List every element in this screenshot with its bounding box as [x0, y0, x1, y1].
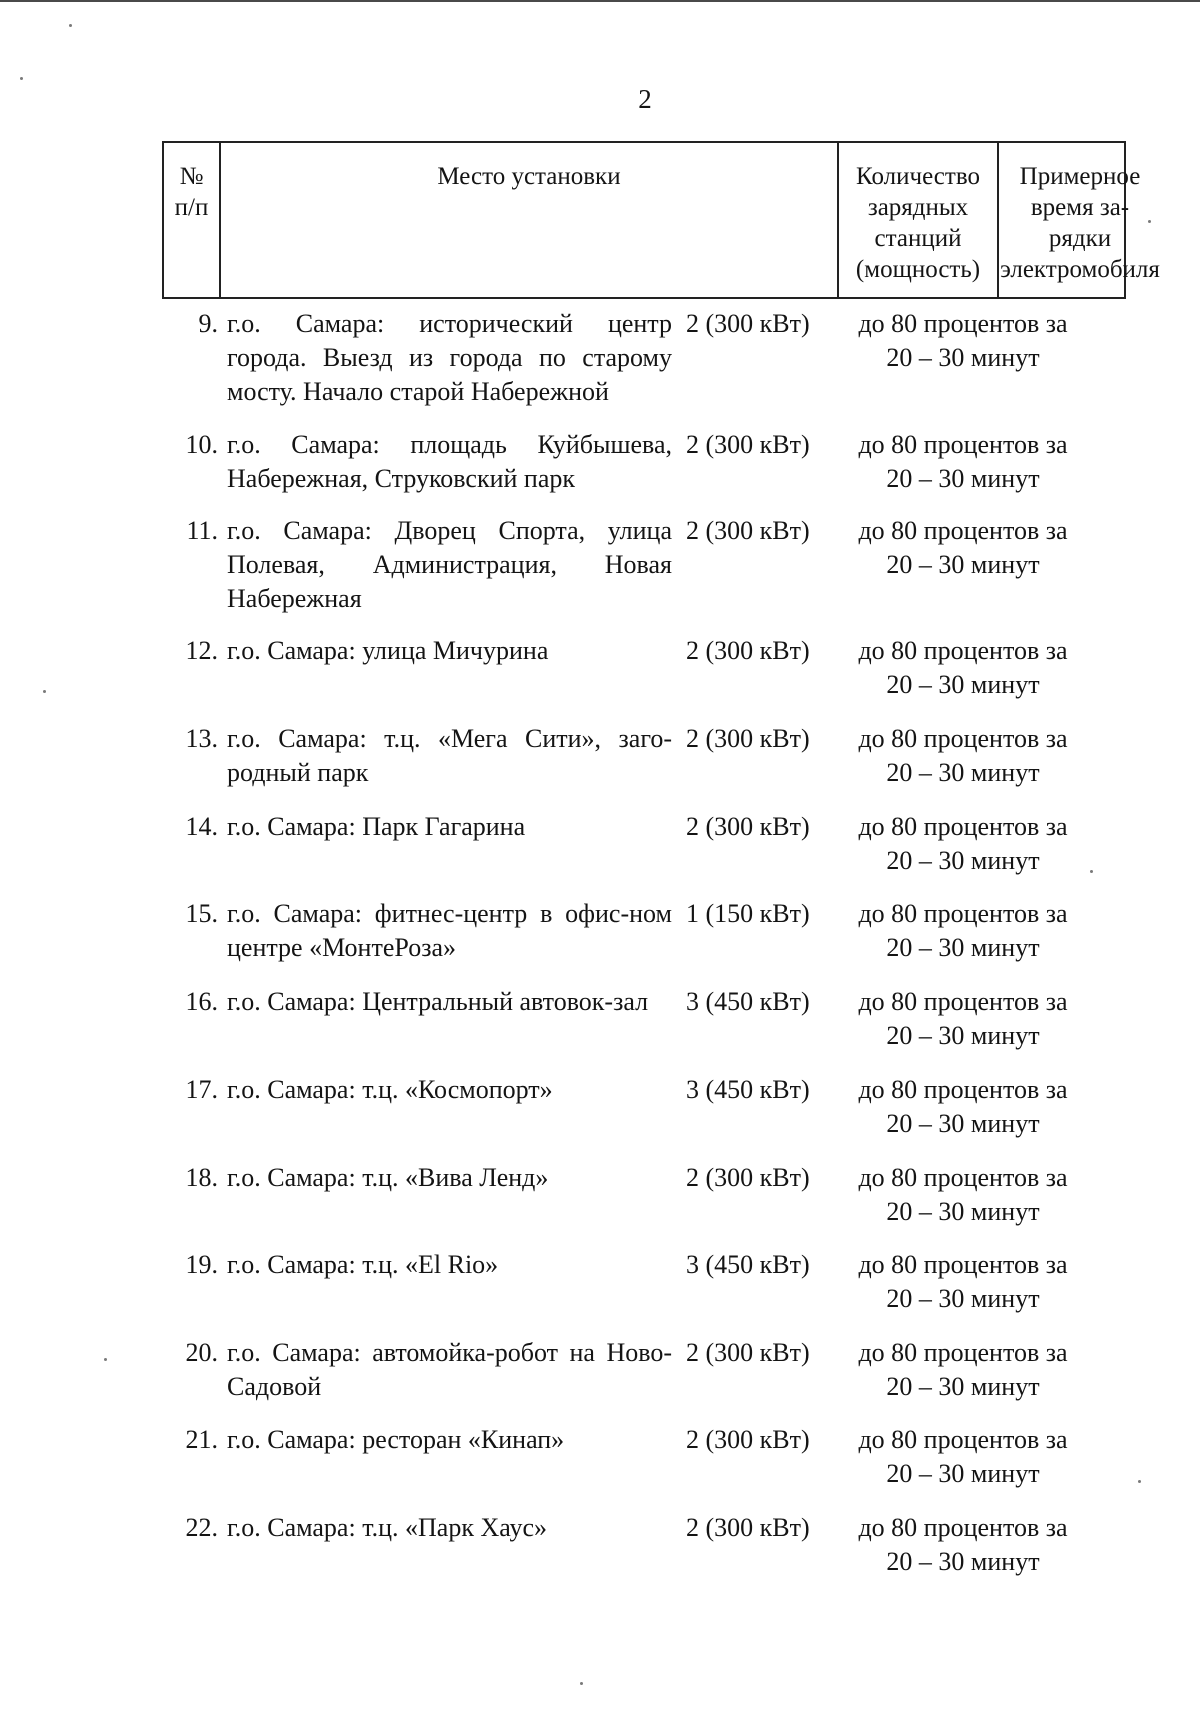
row-time-line-1: до 80 процентов за: [858, 636, 1068, 665]
scan-speck: [1138, 1480, 1141, 1483]
row-number: 17.: [185, 1075, 218, 1104]
row-place: г.о. Самара: т.ц. «Парк Хаус»: [227, 1513, 547, 1542]
row-place: г.о. Самара: Парк Гагарина: [227, 812, 526, 841]
row-time-line-2: 20 – 30 минут: [886, 846, 1040, 875]
row-count: 2 (300 кВт): [686, 1338, 810, 1367]
row-time: [838, 634, 1088, 702]
row-time: [838, 810, 1088, 878]
row-time-line-1: до 80 процентов за: [858, 1250, 1068, 1279]
row-place: г.о. Самара: т.ц. «El Rio»: [227, 1250, 499, 1279]
row-time-line-2: 20 – 30 минут: [886, 550, 1040, 579]
row-count: 3 (450 кВт): [686, 987, 810, 1016]
row-time-line-1: до 80 процентов за: [858, 899, 1068, 928]
row-time-line-1: до 80 процентов за: [858, 1513, 1068, 1542]
row-count: 2 (300 кВт): [686, 1513, 810, 1542]
row-time: [838, 428, 1088, 496]
row-number: 19.: [185, 1250, 218, 1279]
row-time-line-2: 20 – 30 минут: [886, 933, 1040, 962]
row-number: 12.: [185, 636, 218, 665]
row-time-line-1: до 80 процентов за: [858, 516, 1068, 545]
row-time: [838, 985, 1088, 1053]
scan-speck: [43, 690, 46, 693]
row-time: [838, 1073, 1088, 1141]
row-place: г.о. Самара: площадь Куйбышева, Набережная, Струковский парк: [227, 430, 672, 493]
row-time: [838, 514, 1088, 582]
row-time-line-1: до 80 процентов за: [858, 812, 1068, 841]
row-time-line-1: до 80 процентов за: [858, 724, 1068, 753]
row-place: г.о. Самара: автомойка-робот на Ново-Садовой: [227, 1338, 672, 1401]
row-place: г.о. Самара: Дворец Спорта, улица Полевая, Администрация, Новая Набережная: [227, 516, 672, 613]
row-time: [838, 1161, 1088, 1229]
row-count: 2 (300 кВт): [686, 724, 810, 753]
row-time-line-1: до 80 процентов за: [858, 1425, 1068, 1454]
page-number: 2: [638, 84, 652, 114]
row-count: 2 (300 кВт): [686, 1163, 810, 1192]
row-place: г.о. Самара: исторический центр города. Выезд из города по старому мосту. Начало старой Набережной: [227, 309, 672, 406]
row-time-line-1: до 80 процентов за: [858, 430, 1068, 459]
scan-speck: [69, 24, 72, 27]
row-time: [838, 1248, 1088, 1316]
row-number: 15.: [185, 899, 218, 928]
header-place: Место установки: [221, 143, 839, 297]
row-time: [838, 722, 1088, 790]
row-time-line-1: до 80 процентов за: [858, 987, 1068, 1016]
row-time-line-1: до 80 процентов за: [858, 1163, 1068, 1192]
row-number: 10.: [185, 430, 218, 459]
row-time: [838, 1423, 1088, 1491]
row-number: 9.: [198, 309, 218, 338]
row-time-line-2: 20 – 30 минут: [886, 670, 1040, 699]
row-number: 14.: [185, 812, 218, 841]
row-time-line-2: 20 – 30 минут: [886, 1109, 1040, 1138]
row-time-line-2: 20 – 30 минут: [886, 1372, 1040, 1401]
row-place: г.о. Самара: Центральный автовок-зал: [227, 987, 649, 1016]
row-count: 1 (150 кВт): [686, 899, 810, 928]
scan-speck: [1090, 870, 1093, 873]
row-time-line-2: 20 – 30 минут: [886, 1284, 1040, 1313]
row-count: 3 (450 кВт): [686, 1075, 810, 1104]
scan-speck: [580, 1682, 583, 1685]
row-count: 2 (300 кВт): [686, 430, 810, 459]
row-time: [838, 307, 1088, 375]
row-number: 21.: [185, 1425, 218, 1454]
scan-speck: [104, 1358, 107, 1361]
row-time: [838, 897, 1088, 965]
row-place: г.о. Самара: т.ц. «Мега Сити», заго-родный парк: [227, 724, 672, 787]
row-time-line-2: 20 – 30 минут: [886, 1459, 1040, 1488]
row-time-line-2: 20 – 30 минут: [886, 464, 1040, 493]
row-number: 18.: [185, 1163, 218, 1192]
row-time-line-2: 20 – 30 минут: [886, 1021, 1040, 1050]
row-count: 3 (450 кВт): [686, 1250, 810, 1279]
row-count: 2 (300 кВт): [686, 516, 810, 545]
row-count: 2 (300 кВт): [686, 1425, 810, 1454]
row-count: 2 (300 кВт): [686, 636, 810, 665]
row-time-line-2: 20 – 30 минут: [886, 343, 1040, 372]
row-place: г.о. Самара: улица Мичурина: [227, 636, 549, 665]
scan-speck: [1148, 220, 1151, 223]
header-number: № п/п: [164, 143, 221, 297]
row-number: 16.: [185, 987, 218, 1016]
row-time-line-2: 20 – 30 минут: [886, 758, 1040, 787]
row-time-line-1: до 80 процентов за: [858, 309, 1068, 338]
row-time-line-2: 20 – 30 минут: [886, 1197, 1040, 1226]
row-place: г.о. Самара: фитнес-центр в офис-ном центре «МонтеРоза»: [227, 899, 672, 962]
row-time: [838, 1511, 1088, 1579]
row-number: 13.: [185, 724, 218, 753]
row-count: 2 (300 кВт): [686, 812, 810, 841]
row-time: [838, 1336, 1088, 1404]
header-count: Количество зарядных станций (мощность): [839, 143, 999, 297]
row-time-line-1: до 80 процентов за: [858, 1338, 1068, 1367]
row-place: г.о. Самара: т.ц. «Космопорт»: [227, 1075, 553, 1104]
row-number: 11.: [186, 516, 218, 545]
row-time-line-1: до 80 процентов за: [858, 1075, 1068, 1104]
row-time-line-2: 20 – 30 минут: [886, 1547, 1040, 1576]
scan-speck: [20, 77, 23, 80]
row-count: 2 (300 кВт): [686, 309, 810, 338]
header-time: Примерное время за- рядки электромобиля: [1000, 163, 1160, 283]
row-place: г.о. Самара: т.ц. «Вива Ленд»: [227, 1163, 549, 1192]
row-place: г.о. Самара: ресторан «Кинап»: [227, 1425, 565, 1454]
row-number: 22.: [185, 1513, 218, 1542]
row-number: 20.: [185, 1338, 218, 1367]
